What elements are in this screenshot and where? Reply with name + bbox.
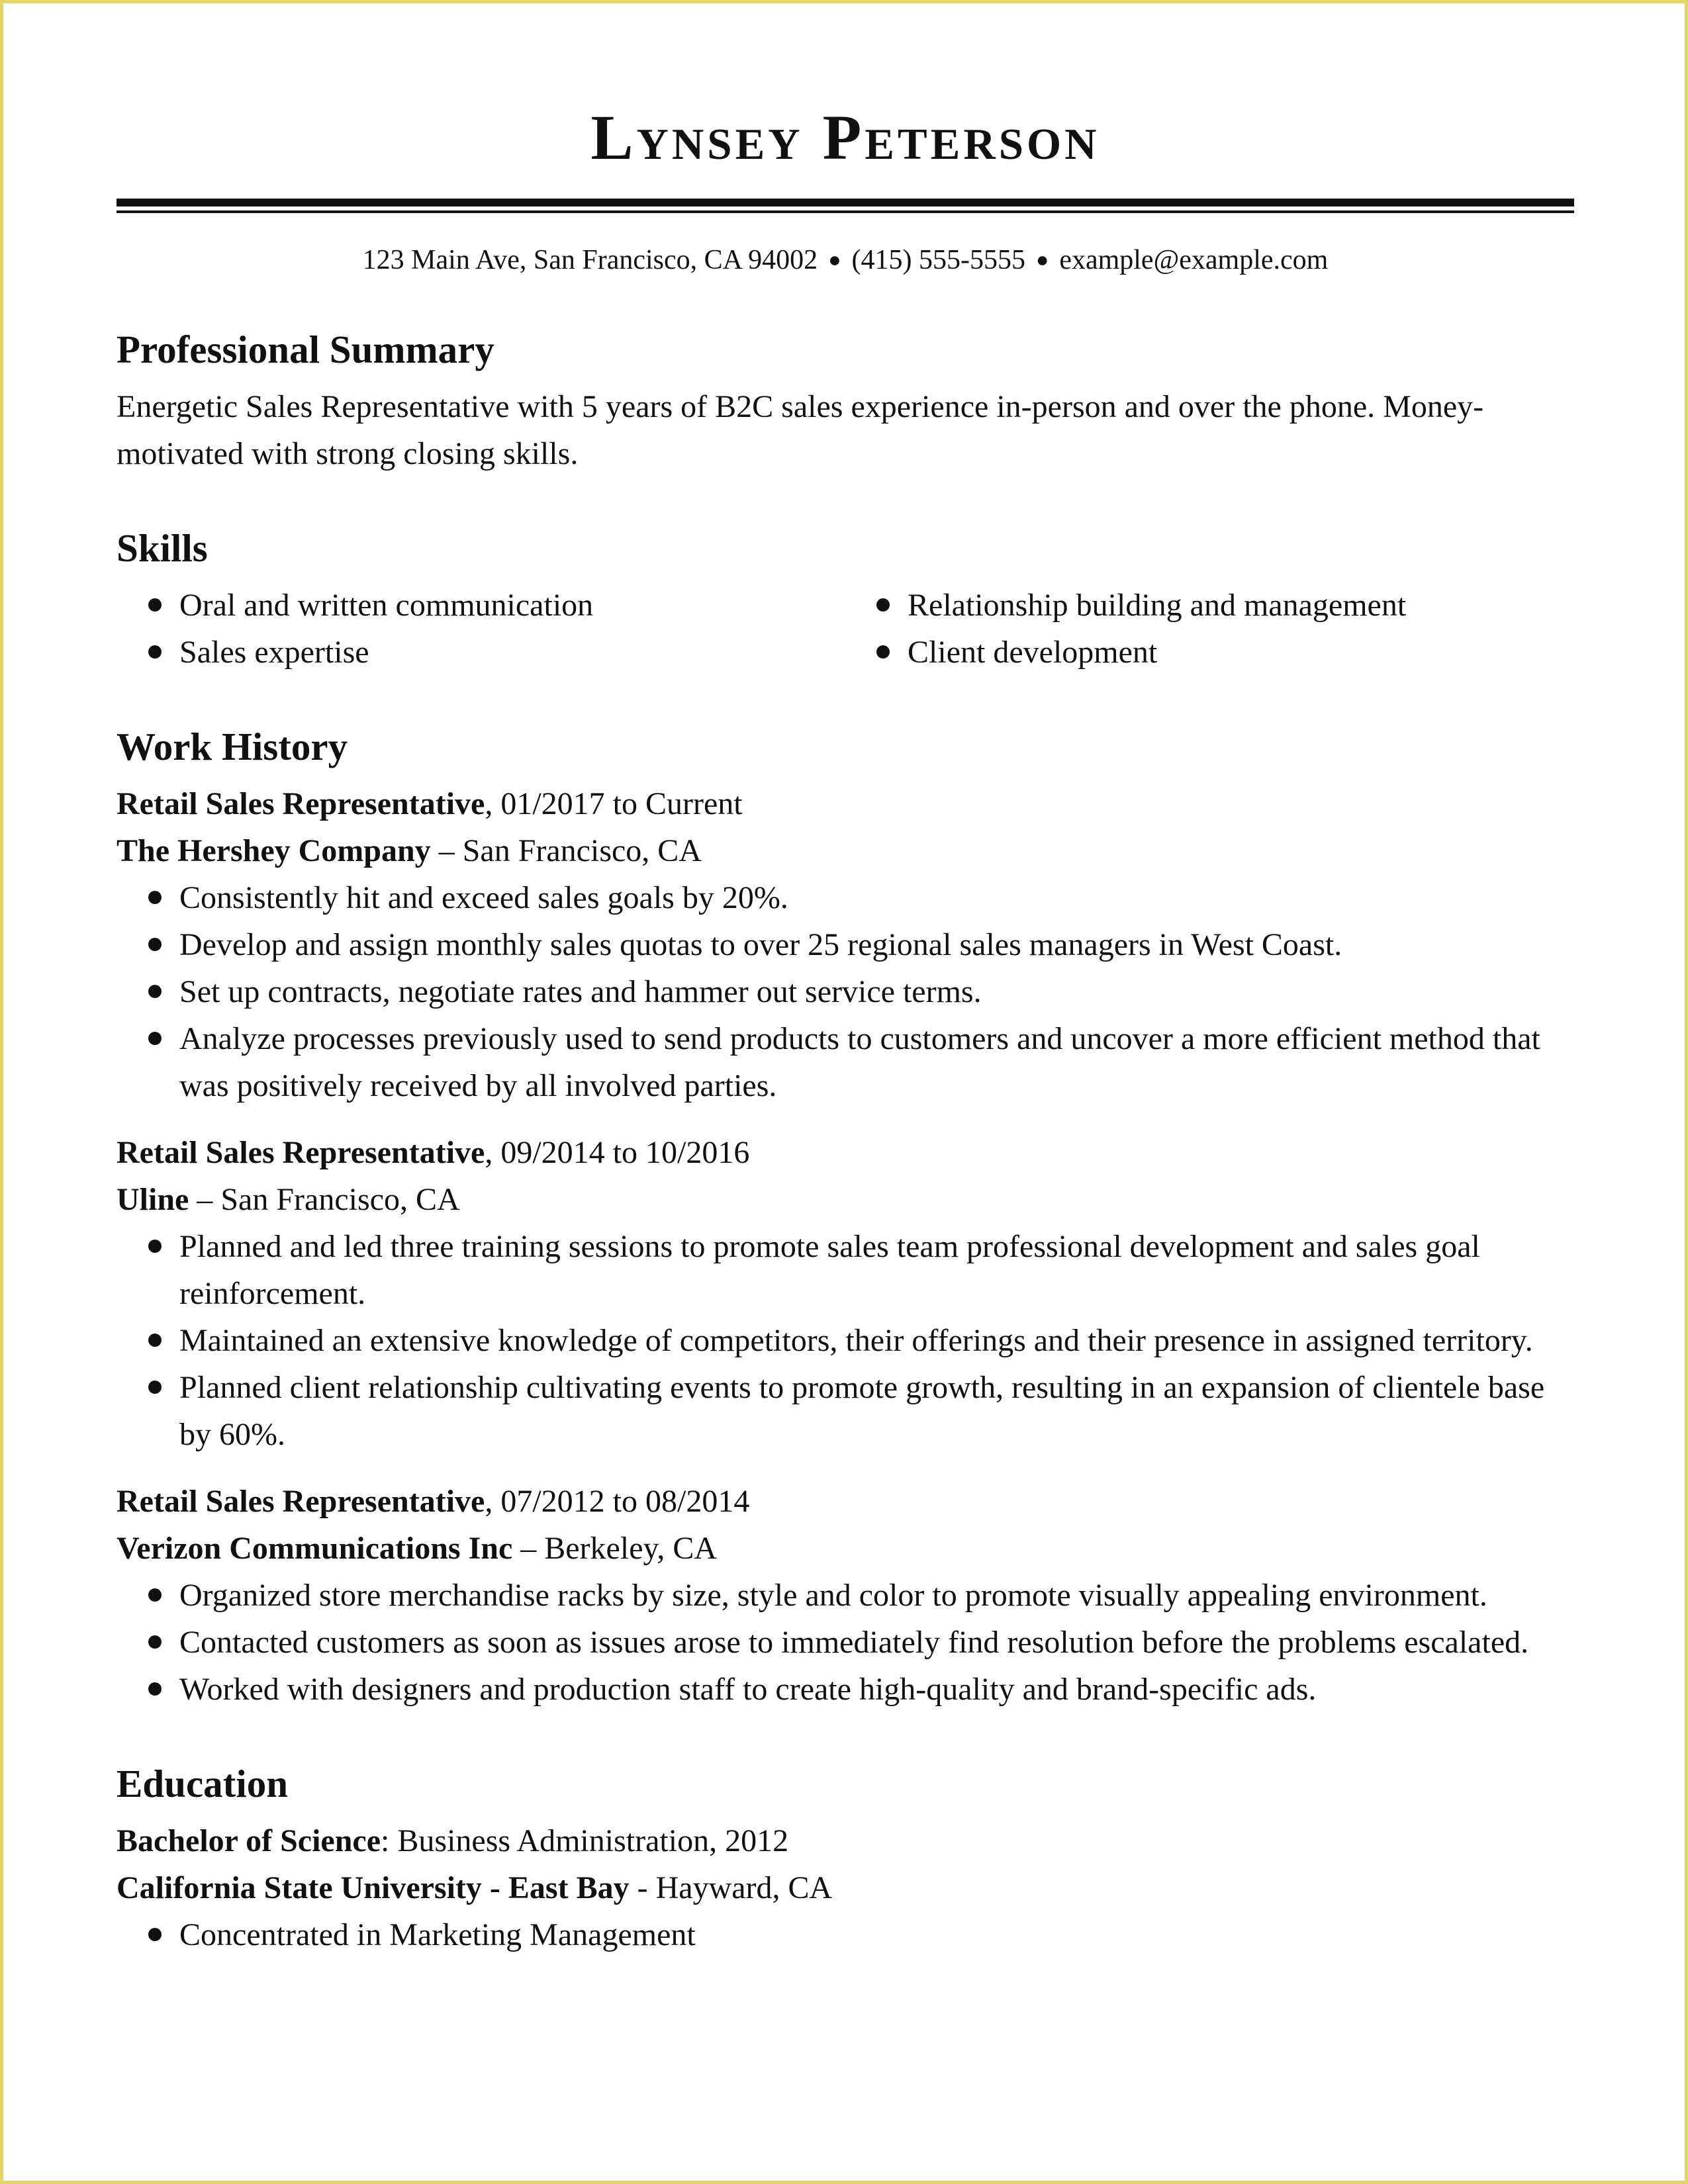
job-entry (117, 1129, 1574, 1458)
job-location: – San Francisco, CA (189, 1182, 460, 1217)
skill-item: Relationship building and management (845, 582, 1573, 629)
job-company-line (117, 827, 1574, 874)
resume-page (117, 0, 1574, 1958)
skill-item: Oral and written communication (117, 582, 845, 629)
job-title-line (117, 1478, 1574, 1525)
job-bullet: Contacted customers as soon as issues arose to immediately find resolution before the problems escalated. (117, 1619, 1574, 1666)
skills-column-right (845, 582, 1573, 676)
job-bullet: Consistently hit and exceed sales goals by 20%. (117, 874, 1574, 921)
job-company-line (117, 1176, 1574, 1223)
job-bullet: Organized store merchandise racks by size, style and color to promote visually appealing environment. (117, 1572, 1574, 1619)
job-entry (117, 780, 1574, 1109)
job-bullet: Develop and assign monthly sales quotas to over 25 regional sales managers in West Coast. (117, 921, 1574, 968)
job-company: Verizon Communications Inc (117, 1531, 513, 1566)
job-role: Retail Sales Representative (117, 786, 485, 821)
job-bullets (117, 1572, 1574, 1713)
degree-field: : Business Administration, 2012 (381, 1823, 789, 1858)
school-line (117, 1864, 1574, 1911)
header-rule-thick (117, 199, 1574, 206)
education-heading: Education (117, 1762, 289, 1805)
job-bullet: Planned and led three training sessions to promote sales team professional development and sales goal reinforcement. (117, 1223, 1574, 1317)
summary-text: Energetic Sales Representative with 5 years of B2C sales experience in-person and over the phone. Money-motivated with strong closing skills. (117, 389, 1484, 471)
job-dates: , 09/2014 to 10/2016 (485, 1135, 750, 1170)
job-title-line (117, 1129, 1574, 1176)
job-bullet: Worked with designers and production staff to create high-quality and brand-specific ads. (117, 1666, 1574, 1713)
contact-email: example@example.com (1059, 245, 1329, 275)
skill-item: Client development (845, 629, 1573, 676)
job-bullet: Maintained an extensive knowledge of competitors, their offerings and their presence in assigned territory. (117, 1317, 1574, 1364)
job-bullet: Planned client relationship cultivating events to promote growth, resulting in an expansion of clientele base by 60%. (117, 1364, 1574, 1458)
bullet-separator-icon: ● (828, 248, 841, 271)
candidate-name: Lynsey Peterson (590, 102, 1100, 173)
job-location: – San Francisco, CA (430, 833, 702, 868)
school-location: - Hayward, CA (629, 1870, 833, 1905)
job-company-line (117, 1525, 1574, 1572)
bullet-separator-icon: ● (1035, 248, 1049, 271)
contact-line (117, 241, 1574, 279)
degree-line (117, 1817, 1574, 1864)
job-bullets (117, 1223, 1574, 1458)
job-bullet: Set up contracts, negotiate rates and hammer out service terms. (117, 968, 1574, 1015)
skills-heading: Skills (117, 526, 208, 570)
job-entry (117, 1478, 1574, 1713)
job-company: Uline (117, 1182, 189, 1217)
education-bullets (117, 1911, 1574, 1958)
header-rule-thin (117, 210, 1574, 213)
skill-item: Sales expertise (117, 629, 845, 676)
degree: Bachelor of Science (117, 1823, 381, 1858)
job-location: – Berkeley, CA (512, 1531, 718, 1566)
contact-address: 123 Main Ave, San Francisco, CA 94002 (362, 245, 818, 275)
summary-heading: Professional Summary (117, 328, 494, 371)
job-role: Retail Sales Representative (117, 1135, 485, 1170)
job-title-line (117, 780, 1574, 827)
work-history-heading: Work History (117, 725, 348, 768)
job-dates: , 01/2017 to Current (485, 786, 743, 821)
school-name: California State University - East Bay (117, 1870, 630, 1905)
job-bullets (117, 874, 1574, 1109)
job-bullet: Analyze processes previously used to send products to customers and uncover a more efficient method that was positively received by all involved parties. (117, 1015, 1574, 1109)
contact-phone: (415) 555-5555 (851, 245, 1025, 275)
skills-column-left (117, 582, 845, 676)
education-bullet: Concentrated in Marketing Management (117, 1911, 1574, 1958)
education-entry (117, 1817, 1574, 1958)
skills-list (117, 582, 1574, 676)
job-dates: , 07/2012 to 08/2014 (485, 1484, 750, 1519)
job-company: The Hershey Company (117, 833, 431, 868)
job-role: Retail Sales Representative (117, 1484, 485, 1519)
